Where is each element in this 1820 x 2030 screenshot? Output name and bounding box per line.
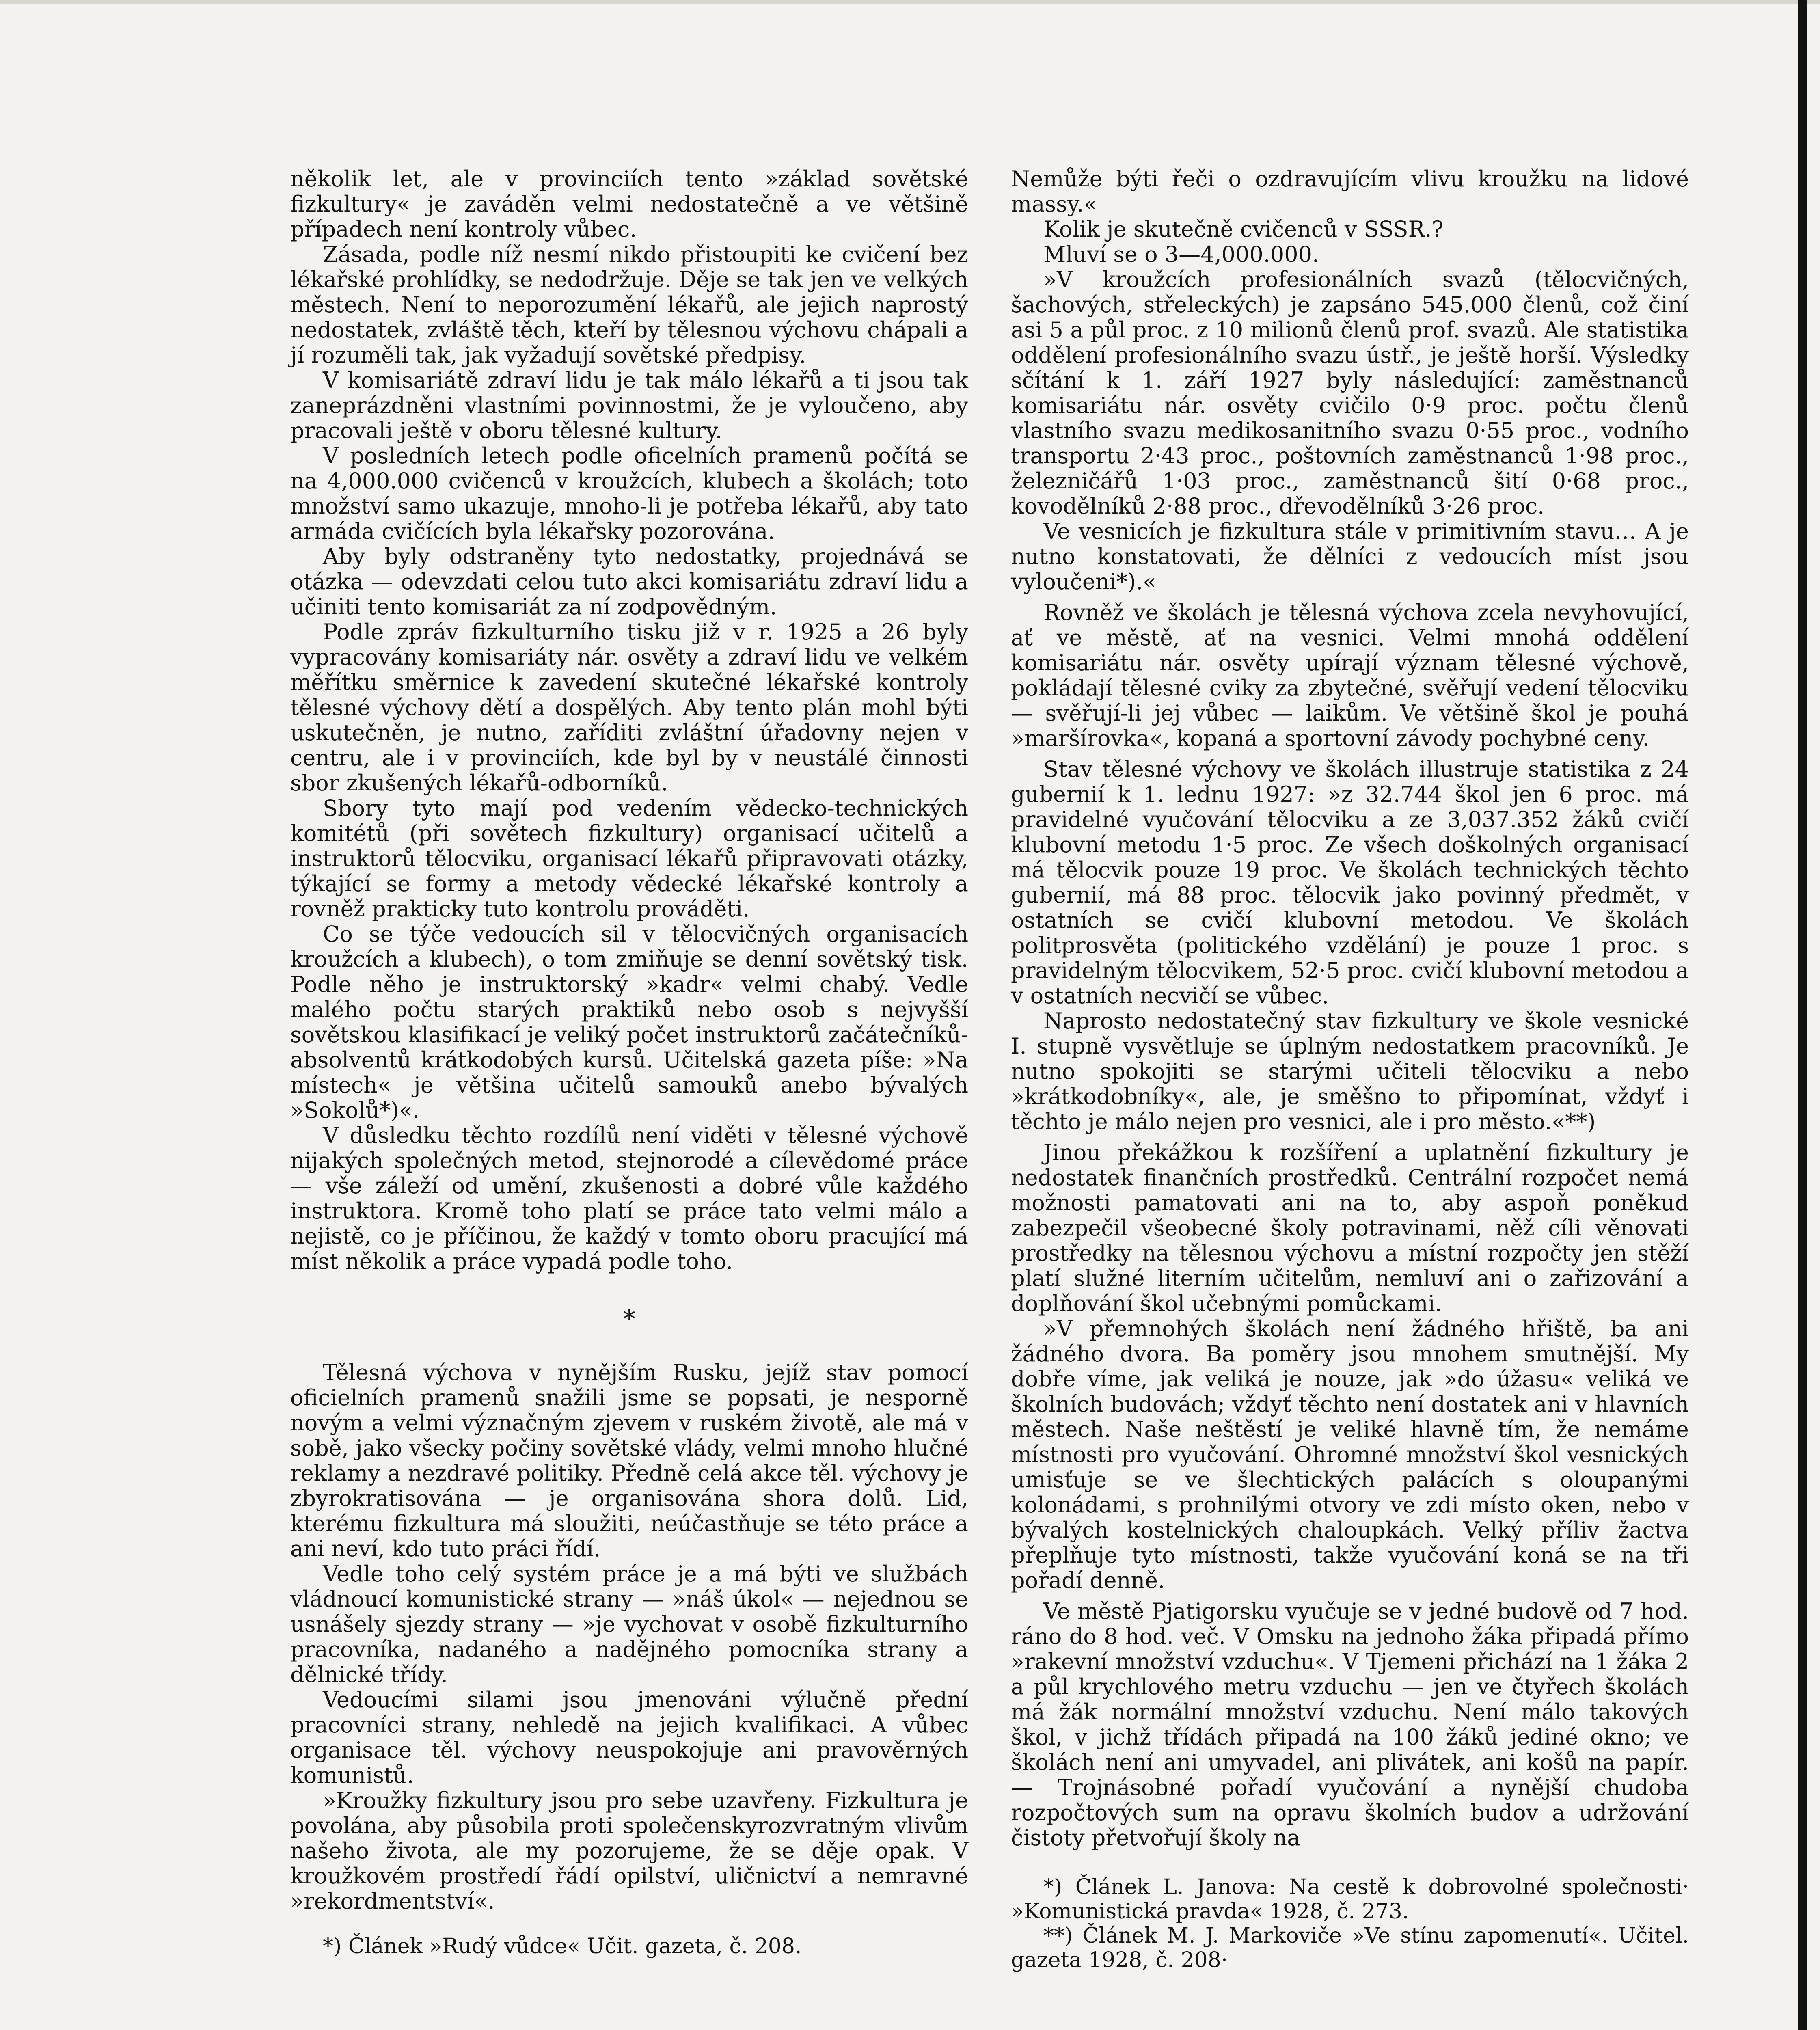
- paragraph: Ve městě Pjatigorsku vyučuje se v jedné budově od 7 hod. ráno do 8 hod. več. V Omsku na jednoho žáka připadá přímo »rakevní množství vzduchu«. V Tjemeni přichází na 1 žáka 2 a půl krychlového metru vzduchu — jen ve čtyřech školách má žák normální množství vzduchu. Není málo takových škol, v jichž třídách připadá na 100 žáků jediné okno; ve školách není ani umyvadel, ani plivátek, ani košů na papír. — Trojnásobné pořadí vyučování a nynější chudoba rozpočtových sum na opravu školních budov a udržování čistoty přetvořují školy na: [1011, 1598, 1689, 1851]
- paragraph: Zásada, podle níž nesmí nikdo přistoupiti ke cvičení bez lékařské prohlídky, se nedodržuje. Děje se tak jen ve velkých městech. Není to neporozumění lékařů, ale jejich naprostý nedostatek, zvláště těch, kteří by tělesnou výchovu chápali a jí rozuměli tak, jak vyžadují sovětské předpisy.: [290, 242, 968, 368]
- paragraph: Naprosto nedostatečný stav fizkultury ve škole vesnické I. stupně vysvětluje se úplným nedostatkem pracovníků. Je nutno spokojiti se starými učiteli tělocviku a nebo »krátkodobníky«, ale, je směšno to připomínat, vždyť i těchto je málo nejen pro vesnici, ale i pro město.«**): [1011, 1008, 1689, 1134]
- footnote: *) Článek L. Janova: Na cestě k dobrovolné společnosti· »Komunistická pravda« 1928, č. 273.: [1011, 1875, 1689, 1924]
- scan-top-edge: [0, 0, 1820, 4]
- scan-right-edge: [1798, 0, 1807, 2030]
- paragraph: Nemůže býti řeči o ozdravujícím vlivu kroužku na lidové massy.«: [1011, 166, 1689, 217]
- footnote-block: [290, 1934, 968, 1959]
- paragraph: Co se týče vedoucích sil v tělocvičných organisacích kroužcích a klubech), o tom zmiňuje se denní sovětský tisk. Podle něho je instruktorský »kadr« velmi chabý. Vedle malého počtu starých praktiků nebo osob s nejvyšší sovětskou klasifikací je veliký počet instruktorů začátečníků-absolventů krátkodobých kursů. Učitelská gazeta píše: »Na místech« je většina učitelů samouků anebo bývalých »Sokolů*)«.: [290, 921, 968, 1123]
- paragraph: Sbory tyto mají pod vedením vědecko-technických komitétů (při sovětech fizkultury) organisací učitelů a instruktorů tělocviku, organisací lékařů připravovati otázky, týkající se formy a metody vědecké lékařské kontroly a rovněž prakticky tuto kontrolu prováděti.: [290, 795, 968, 922]
- paragraph: V komisariátě zdraví lidu je tak málo lékařů a ti jsou tak zaneprázdněni vlastními povinnostmi, že je vyloučeno, aby pracovali ještě v oboru tělesné kultury.: [290, 367, 968, 443]
- paragraph: V důsledku těchto rozdílů není viděti v tělesné výchově nijakých společných metod, stejnorodé a cílevědomé práce — vše záleží od umění, zkušenosti a dobré vůle každého instruktora. Kromě toho platí se práce tato velmi málo a nejistě, co je příčinou, že každý v tomto oboru pracující má míst několik a práce vypadá podle toho.: [290, 1123, 968, 1274]
- paragraph: Mluví se o 3—4,000.000.: [1043, 242, 1319, 267]
- paragraph: V posledních letech podle oficelních pramenů počítá se na 4,000.000 cvičenců v kroužcích, klubech a školách; toto množství samo ukazuje, mnoho-li je potřeba lékařů, aby tato armáda cvičících byla lékařsky pozorována.: [290, 443, 968, 544]
- right-column: [1011, 166, 1689, 1972]
- paragraph: Jinou překážkou k rozšíření a uplatnění fizkultury je nedostatek finančních prostředků. Centrální rozpočet nemá možnosti pamatovati ani na to, aby aspoň poněkud zabezpečil všeobecné školy potravinami, něž cíli věnovati prostředky na tělesnou výchovu a místní rozpočty jen stěží platí služné literním učitelům, nemluví ani o zařizování a doplňování škol učebnými pomůckami.: [1011, 1140, 1689, 1316]
- paragraph: Tělesná výchova v nynějším Rusku, jejíž stav pomocí oficielních pramenů snažili jsme se popsati, je nesporně novým a velmi význačným zjevem v ruském životě, ale má v sobě, jako všecky počiny sovětské vlády, velmi mnoho hlučné reklamy a nezdravé politiky. Předně celá akce těl. výchovy je zbyrokratisována — je organisována shora dolů. Lid, kterému fizkultura má sloužiti, neúčastňuje se této práce a ani neví, kdo tuto práci řídí.: [290, 1360, 968, 1561]
- paragraph: Vedoucími silami jsou jmenováni výlučně přední pracovníci strany, nehledě na jejich kvalifikaci. A vůbec organisace těl. výchovy neuspokojuje ani pravověrných komunistů.: [290, 1687, 968, 1788]
- left-column: [290, 166, 968, 1959]
- paragraph: »Kroužky fizkultury jsou pro sebe uzavřeny. Fizkultura je povolána, aby působila proti společenskyrozvratným vlivům našeho života, ale my pozorujeme, že se děje opak. V kroužkovém prostředí řádí opilství, uličnictví a nemravné »rekordmentství«.: [290, 1788, 968, 1914]
- paragraph: Kolik je skutečně cvičenců v SSSR.?: [1043, 216, 1444, 242]
- footnote: *) Článek »Rudý vůdce« Učit. gazeta, č. 208.: [323, 1934, 802, 1959]
- section-separator: *: [623, 1305, 635, 1333]
- paragraph: Stav tělesné výchovy ve školách illustruje statistika z 24 gubernií k 1. lednu 1927: »z 32.744 škol jen 6 proc. má pravidelné vyučování tělocviku a ze 3,037.352 žáků cvičí klubovní metodu 1·5 proc. Ze všech doškolných organisací má tělocvik pouze 19 proc. Ve školách technických těchto gubernií, má 88 proc. tělocvik jako povinný předmět, v ostatních se cvičí klubovní metodou. Ve školách politprosvěta (politického vzdělání) je pouze 1 proc. s pravidelným tělocvikem, 52·5 proc. cvičí klubovní metodou a v ostatních necvičí se vůbec.: [1011, 756, 1689, 1009]
- paragraph: Podle zpráv fizkulturního tisku již v r. 1925 a 26 byly vypracovány komisariáty nár. osvěty a zdraví lidu ve velkém měřítku směrnice k zavedení skutečné lékařské kontroly tělesné výchovy dětí a dospělých. Aby tento plán mohl býti uskutečněn, je nutno, zaříditi zvláštní úřadovny nejen v centru, ale i v provinciích, kde byl by v neustálé činnosti sbor zkušených lékařů-odborníků.: [290, 619, 968, 796]
- paragraph: Ve vesnicích je fizkultura stále v primitivním stavu… A je nutno konstatovati, že dělníci z vedoucích míst jsou vyloučeni*).«: [1011, 518, 1689, 594]
- paragraph: Aby byly odstraněny tyto nedostatky, projednává se otázka — odevzdati celou tuto akci komisariátu zdraví lidu a učiniti tento komisariát za ní zodpovědným.: [290, 544, 968, 620]
- paragraph: »V přemnohých školách není žádného hřiště, ba ani žádného dvora. Ba poměry jsou mnohem smutnější. My dobře víme, jak veliká je nouze, jak »do úžasu« veliká ve školních budovách; vždyť těchto není dostatek ani v hlavních městech. Naše neštěstí je veliké hlavně tím, že nemáme místnosti pro vyučování. Ohromné množství škol vesnických umisťuje se ve šlechtických palácích s oloupanými kolonádami, s prohnilými otvory ve zdi místo oken, nebo v bývalých kostelnických chaloupkách. Velký příliv žactva přeplňuje tyto místnosti, takže vyučování koná se na tři pořadí denně.: [1011, 1316, 1689, 1593]
- footnote-block: [1011, 1875, 1689, 1972]
- paragraph: »V kroužcích profesionálních svazů (tělocvičných, šachových, střeleckých) je zapsáno 545.000 členů, což činí asi 5 a půl proc. z 10 milionů členů prof. svazů. Ale statistika oddělení profesionálního svazu ústř., je ještě horší. Výsledky sčítání k 1. září 1927 byly následující: zaměstnanců komisariátu nár. osvěty cvičilo 0·9 proc. počtu členů vlastního svazu medikosanitního svazu 0·55 proc., vodního transportu 2·43 proc., poštovních zaměstnanců 1·98 proc., železničářů 1·03 proc., zaměstnanců šití 0·68 proc., kovodělníků 2·88 proc., dřevodělníků 3·26 proc.: [1011, 267, 1689, 519]
- paragraph: několik let, ale v provinciích tento »základ sovětské fizkultury« je zaváděn velmi nedostatečně a ve většině případech není kontroly vůbec.: [290, 166, 968, 242]
- footnote: **) Článek M. J. Markoviče »Ve stínu zapomenutí«. Učitel. gazeta 1928, č. 208·: [1011, 1924, 1689, 1972]
- paragraph: Rovněž ve školách je tělesná výchova zcela nevyhovující, ať ve městě, ať na vesnici. Velmi mnohá oddělení komisariátu nár. osvěty upírají význam tělesné výchově, pokládají tělesné cviky za zbytečné, svěřují vedení tělocviku — svěřují-li jej vůbec — laikům. Ve většině škol je pouhá »maršírovka«, kopaná a sportovní závody pochybné ceny.: [1011, 600, 1689, 751]
- paragraph: Vedle toho celý systém práce je a má býti ve službách vládnoucí komunistické strany — »náš úkol« — nejednou se usnášely sjezdy strany — »je vychovat v osobě fizkulturního pracovníka, nadaného a nadějného pomocníka strany a dělnické třídy.: [290, 1561, 968, 1687]
